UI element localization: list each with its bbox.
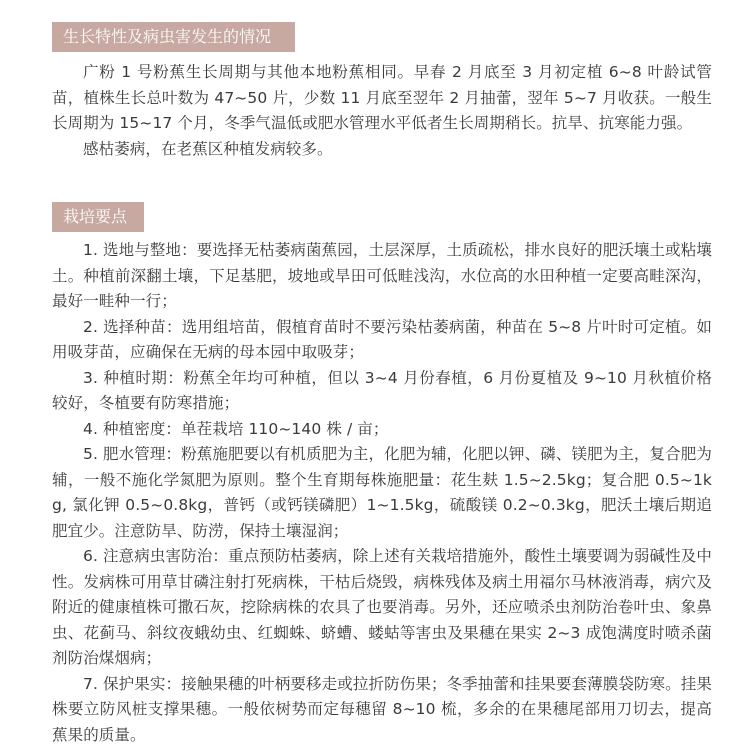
list-item: 6. 注意病虫害防治：重点预防枯萎病，除上述有关栽培措施外，酸性土壤要调为弱碱性及中性。发病株可用草甘磷注射打死病株，干枯后烧毁，病株残体及病土用福尔马林液消毒，病穴及附近的健康植株可撒石灰，挖除病株的农具了也要消毒。另外，还应喷杀虫剂防治卷叶虫、象鼻虫、花蓟马、斜纹夜蛾幼虫、红蜘蛛、蛴螬、蝼蛄等害虫及果穗在果实 2~3 成饱满度时喷杀菌剂防治煤烟病；: [52, 544, 712, 672]
list-item: 4. 种植密度：单茬栽培 110~140 株 / 亩；: [52, 417, 712, 443]
list-item: 5. 肥水管理：粉蕉施肥要以有机质肥为主，化肥为辅，化肥以钾、磷、镁肥为主，复合肥为辅，一般不施化学氮肥为原则。整个生育期每株施肥量：花生麸 1.5~2.5kg；复合肥 0.5~1kg, 氯化钾 0.5~0.8kg，普钙（或钙镁磷肥）1~1.5kg，硫酸镁 0.2~0.3kg，肥沃土壤后期追肥宜少。注意防旱、防涝，保持土壤湿润；: [52, 442, 712, 544]
list-item: 3. 种植时期：粉蕉全年均可种植，但以 3~4 月份春植，6 月份夏植及 9~10 月秋植价格较好，冬植要有防寒措施；: [52, 366, 712, 417]
paragraph: 感枯萎病，在老蕉区种植发病较多。: [52, 137, 712, 163]
cultivation-text-block: [52, 238, 712, 748]
section-header-growth: 生长特性及病虫害发生的情况: [52, 22, 295, 52]
growth-text-block: [52, 60, 712, 162]
section-header-cultivation: 栽培要点: [52, 202, 144, 232]
paragraph: 广粉 1 号粉蕉生长周期与其他本地粉蕉相同。早春 2 月底至 3 月初定植 6~8 叶龄试管苗，植株生长总叶数为 47~50 片，少数 11 月底至翌年 2 月抽蕾，翌年 5~7 月收获。一般生长周期为 15~17 个月，冬季气温低或肥水管理水平低者生长周期稍长。抗旱、抗寒能力强。: [52, 60, 712, 137]
list-item: 2. 选择种苗：选用组培苗，假植育苗时不要污染枯萎病菌，种苗在 5~8 片叶时可定植。如用吸芽苗，应确保在无病的母本园中取吸芽；: [52, 315, 712, 366]
list-item: 7. 保护果实：接触果穗的叶柄要移走或拉折防伤果；冬季抽蕾和挂果要套薄膜袋防寒。挂果株要立防风桩支撑果穗。一般依树势而定每穗留 8~10 梳，多余的在果穗尾部用刀切去，提高蕉果的质量。: [52, 672, 712, 748]
list-item: 1. 选地与整地：要选择无枯萎病菌蕉园，土层深厚，土质疏松，排水良好的肥沃壤土或粘壤土。种植前深翻土壤，下足基肥，坡地或旱田可低畦浅沟，水位高的水田种植一定要高畦深沟，最好一畦种一行；: [52, 238, 712, 315]
